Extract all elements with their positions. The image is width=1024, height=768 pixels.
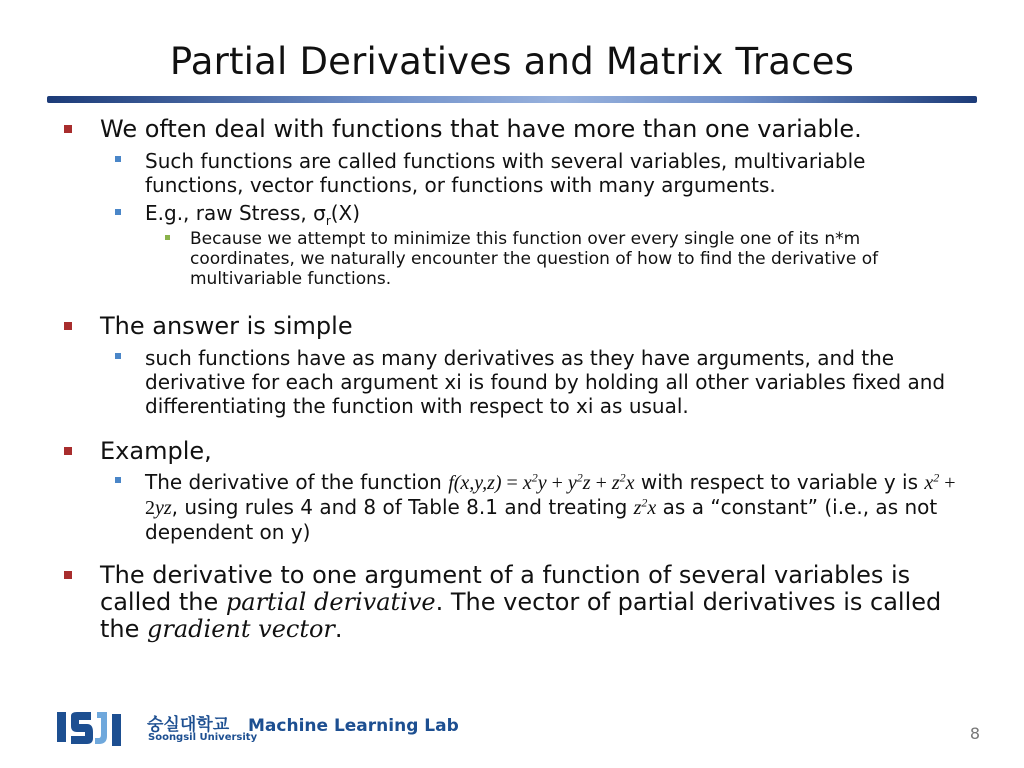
bullet-1-text: We often deal with functions that have more than one variable. bbox=[100, 115, 862, 143]
bullet-marker bbox=[64, 447, 72, 455]
slide-title: Partial Derivatives and Matrix Traces bbox=[169, 40, 855, 83]
bullet-marker bbox=[64, 322, 72, 330]
bullet-marker bbox=[115, 477, 121, 483]
bullet-marker bbox=[64, 125, 72, 133]
bullet-3-1-text: The derivative of the function $f(x,y,z) = x^2y + y^2z + z^2x$ with respect to variable y is $x^2 + 2yz$, using rules 4 and 8 of Table 8.1 and treating $z^2x$ as a “constant” (i.e., as not dependent on y) bbox=[145, 470, 956, 544]
bullet-1 bbox=[64, 116, 954, 143]
bullet-3 bbox=[64, 438, 954, 465]
bullet-2-text: The answer is simple bbox=[100, 312, 353, 340]
title-underline bbox=[47, 96, 977, 103]
bullet-marker bbox=[115, 353, 121, 359]
constant-expression: $z^2x$ bbox=[633, 495, 657, 519]
bullet-marker bbox=[115, 209, 121, 215]
bullet-1-2-1-text: Because we attempt to minimize this function over every single one of its n*m coordinates, we naturally encounter the question of how to find the derivative of multivariable functions. bbox=[190, 229, 879, 289]
university-name-korean: 숭실대학교 bbox=[147, 715, 230, 735]
function-expression: $f(x,y,z) = x^2y + y^2z + z^2x$ bbox=[448, 470, 635, 494]
lab-name: Machine Learning Lab bbox=[248, 716, 459, 736]
bullet-3-text: Example, bbox=[100, 437, 212, 465]
bullet-4-text: The derivative to one argument of a function of several variables is called the partial derivative. The vector of partial derivatives is called the gradient vector. bbox=[100, 561, 942, 643]
university-logo bbox=[55, 708, 459, 754]
bullet-1-1 bbox=[115, 149, 960, 197]
bullet-marker bbox=[64, 571, 72, 579]
bullet-1-1-text: Such functions are called functions with several variables, multivariable functions, vector functions, or functions with many arguments. bbox=[145, 149, 866, 197]
bullet-2-1-text: such functions have as many derivatives as they have arguments, and the derivative for each argument xi is found by holding all other variables fixed and differentiating the function with respect to xi as usual. bbox=[145, 346, 946, 418]
bullet-marker bbox=[115, 156, 121, 162]
page-number: 8 bbox=[969, 724, 980, 743]
bullet-2-1 bbox=[115, 346, 965, 418]
university-name-english: Soongsil University bbox=[148, 732, 258, 743]
bullet-3-1 bbox=[115, 470, 965, 544]
term-partial-derivative: partial derivative bbox=[225, 588, 436, 616]
derivative-expression: $x^2 + 2yz$ bbox=[145, 470, 956, 519]
bullet-4 bbox=[64, 562, 954, 643]
ssu-emblem-icon bbox=[55, 708, 130, 750]
bullet-2 bbox=[64, 313, 954, 340]
bullet-marker bbox=[165, 235, 170, 240]
bullet-1-2 bbox=[115, 201, 960, 228]
bullet-1-2-text: E.g., raw Stress, $\sigma_r(X)$ bbox=[145, 201, 361, 228]
bullet-1-2-1 bbox=[165, 229, 960, 289]
term-gradient-vector: gradient vector bbox=[147, 615, 335, 643]
